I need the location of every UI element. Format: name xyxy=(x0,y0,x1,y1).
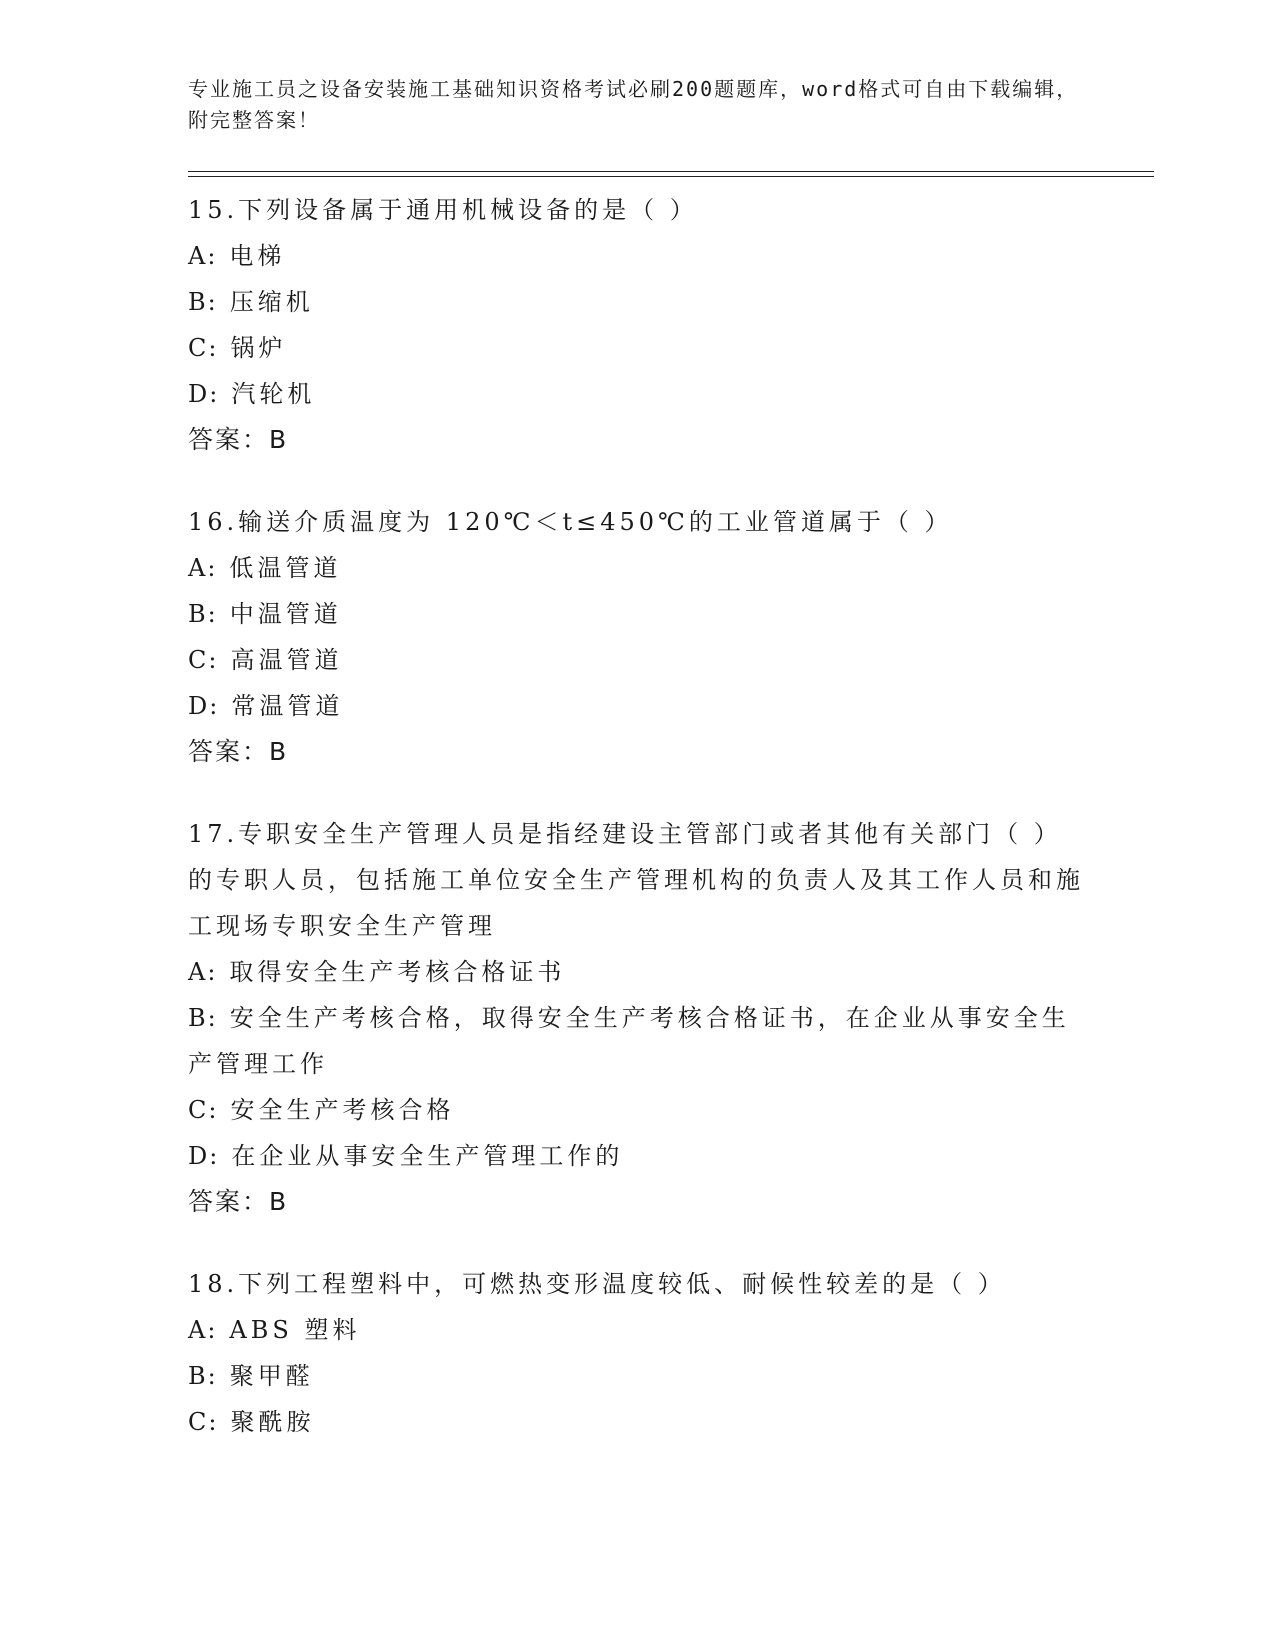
option-a: A: 取得安全生产考核合格证书 xyxy=(188,958,566,986)
question-stem: 16.输送介质温度为 120℃＜t≤450℃的工业管道属于（ ） xyxy=(188,508,953,536)
header-divider-top xyxy=(188,171,1154,172)
option-c: C: 安全生产考核合格 xyxy=(188,1096,455,1124)
option-b: B: 中温管道 xyxy=(188,600,342,628)
question-17 xyxy=(188,811,1088,1225)
option-c: C: 聚酰胺 xyxy=(188,1408,315,1436)
option-d: D: 汽轮机 xyxy=(188,380,316,408)
answer-line: 答案：B xyxy=(188,737,289,766)
option-b: B: 压缩机 xyxy=(188,288,314,316)
question-16 xyxy=(188,499,1088,775)
option-c: C: 锅炉 xyxy=(188,334,287,362)
header-divider-bottom xyxy=(188,176,1154,177)
question-18 xyxy=(188,1261,1088,1445)
answer-line: 答案：B xyxy=(188,1187,289,1216)
document-header xyxy=(188,74,1088,136)
question-stem: 15.下列设备属于通用机械设备的是（ ） xyxy=(188,196,698,224)
option-a: A: ABS 塑料 xyxy=(188,1316,361,1344)
question-15 xyxy=(188,187,1088,463)
answer-line: 答案：B xyxy=(188,425,289,454)
option-b: B: 聚甲醛 xyxy=(188,1362,314,1390)
question-stem: 17.专职安全生产管理人员是指经建设主管部门或者其他有关部门（ ）的专职人员，包括施工单位安全生产管理机构的负责人及其工作人员和施工现场专职安全生产管理 xyxy=(188,820,1084,940)
option-a: A: 低温管道 xyxy=(188,554,342,582)
option-b: B: 安全生产考核合格，取得安全生产考核合格证书，在企业从事安全生产管理工作 xyxy=(188,1004,1070,1078)
question-stem: 18.下列工程塑料中，可燃热变形温度较低、耐候性较差的是（ ） xyxy=(188,1270,1006,1298)
question-list xyxy=(188,187,1088,1481)
document-title: 专业施工员之设备安装施工基础知识资格考试必刷200题题库，word格式可自由下载编辑，附完整答案！ xyxy=(188,77,1079,132)
option-a: A: 电梯 xyxy=(188,242,286,270)
option-d: D: 常温管道 xyxy=(188,692,344,720)
option-c: C: 高温管道 xyxy=(188,646,343,674)
option-d: D: 在企业从事安全生产管理工作的 xyxy=(188,1142,624,1170)
